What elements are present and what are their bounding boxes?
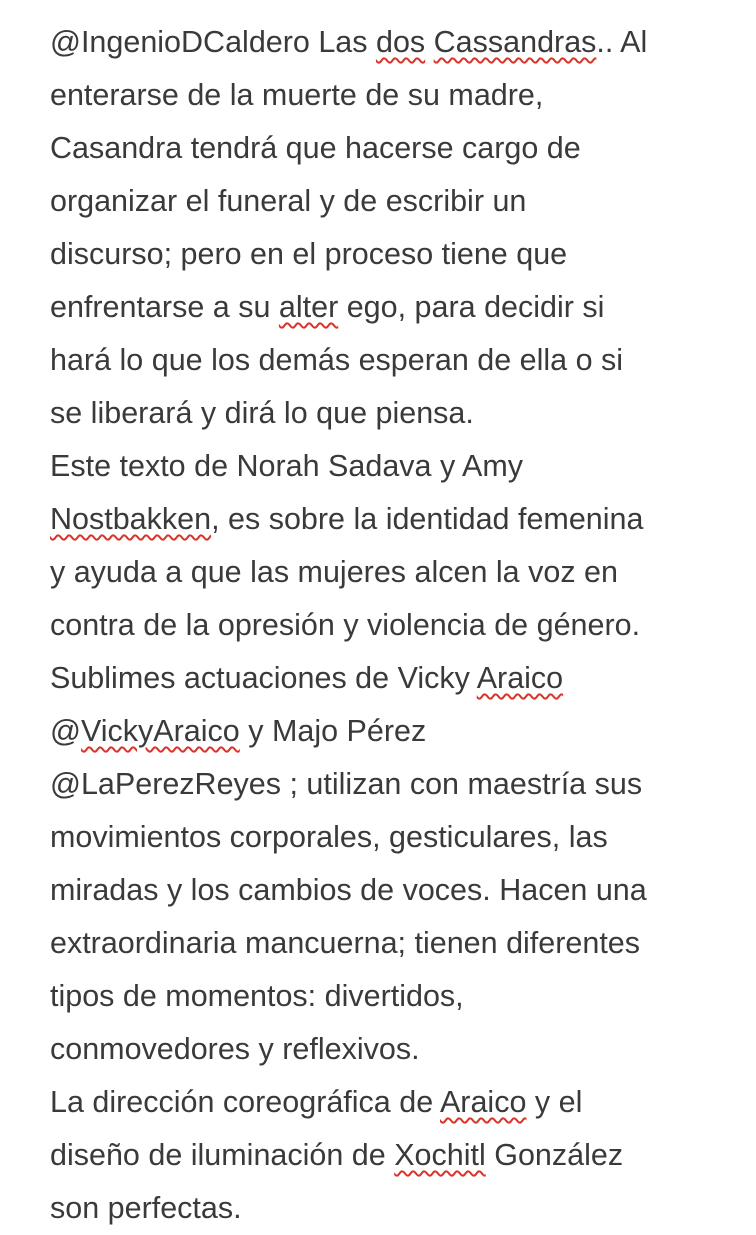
text-segment: enterarse de la muerte de su madre, <box>50 78 544 112</box>
text-segment: y Majo Pérez <box>239 714 427 748</box>
text-segment: extraordinaria mancuerna; tienen diferentes <box>50 926 641 960</box>
note-text-line <box>50 175 750 228</box>
note-text-line <box>50 69 750 122</box>
text-segment: @LaPerezReyes ; utilizan con maestría sus <box>50 767 643 801</box>
text-segment: diseño de iluminación de <box>50 1138 395 1172</box>
note-text-line <box>50 705 750 758</box>
note-text-line <box>50 16 750 69</box>
text-segment: se liberará y dirá lo que piensa. <box>50 396 474 430</box>
note-text-line <box>50 493 750 546</box>
text-segment: contra de la opresión y violencia de género. <box>50 608 641 642</box>
text-segment: Este texto de Norah Sadava y Amy <box>50 449 524 483</box>
text-segment: Sublimes actuaciones de Vicky <box>50 661 477 695</box>
text-segment: miradas y los cambios de voces. Hacen una <box>50 873 647 907</box>
note-text-line <box>50 1076 750 1129</box>
note-text-line <box>50 228 750 281</box>
text-segment: , es sobre la identidad femenina <box>211 502 644 536</box>
misspelled-word[interactable]: VickyAraico <box>80 714 240 748</box>
text-segment <box>425 25 433 59</box>
note-text-line <box>50 917 750 970</box>
note-text-line <box>50 334 750 387</box>
misspelled-word[interactable]: Araico <box>476 661 564 695</box>
note-text-line <box>50 546 750 599</box>
note-text-line <box>50 599 750 652</box>
note-text-line <box>50 811 750 864</box>
note-text-line <box>50 1182 750 1235</box>
misspelled-word[interactable]: alter <box>278 290 339 324</box>
text-segment: .. Al <box>596 25 648 59</box>
misspelled-word[interactable]: Araico <box>439 1085 527 1119</box>
note-text-line <box>50 387 750 440</box>
text-segment: organizar el funeral y de escribir un <box>50 184 527 218</box>
text-segment: La dirección coreográfica de <box>50 1085 440 1119</box>
text-segment: @ <box>50 714 81 748</box>
note-text-line <box>50 122 750 175</box>
text-segment: conmovedores y reflexivos. <box>50 1032 420 1066</box>
text-segment: González <box>485 1138 624 1172</box>
text-segment: discurso; pero en el proceso tiene que <box>50 237 568 271</box>
note-text-line <box>50 281 750 334</box>
note-text-line <box>50 1023 750 1076</box>
note-text-line <box>50 864 750 917</box>
misspelled-word[interactable]: Cassandras <box>433 25 597 59</box>
text-segment: enfrentarse a su <box>50 290 279 324</box>
misspelled-word[interactable]: dos <box>375 25 426 59</box>
text-segment: Casandra tendrá que hacerse cargo de <box>50 131 581 165</box>
note-text-line <box>50 970 750 1023</box>
text-segment: hará lo que los demás esperan de ella o si <box>50 343 624 377</box>
text-segment: son perfectas. <box>50 1191 242 1225</box>
misspelled-word[interactable]: Xochitl <box>394 1138 486 1172</box>
note-text-line <box>50 1129 750 1182</box>
note-text-body[interactable] <box>50 16 750 1235</box>
text-segment: movimientos corporales, gesticulares, las <box>50 820 608 854</box>
text-segment: y ayuda a que las mujeres alcen la voz en <box>50 555 618 589</box>
note-text-line <box>50 440 750 493</box>
text-segment: tipos de momentos: divertidos, <box>50 979 464 1013</box>
note-text-line <box>50 758 750 811</box>
text-segment: ego, para decidir si <box>338 290 605 324</box>
text-segment: y el <box>526 1085 583 1119</box>
text-segment: @IngenioDCaldero Las <box>50 25 376 59</box>
note-text-line <box>50 652 750 705</box>
misspelled-word[interactable]: Nostbakken <box>50 502 212 536</box>
